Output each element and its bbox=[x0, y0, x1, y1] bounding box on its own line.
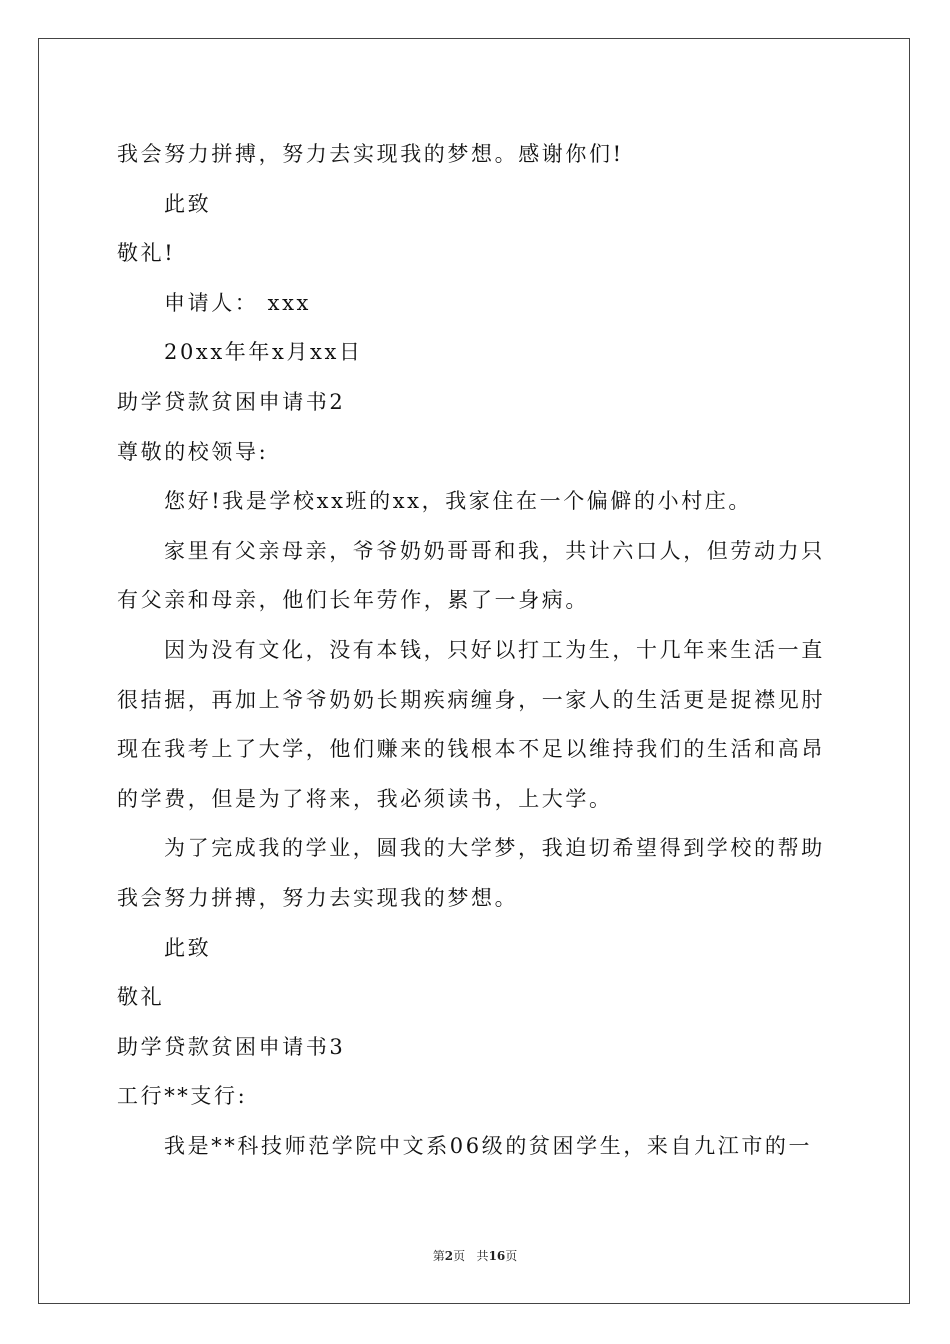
text-line: 此致 bbox=[164, 935, 212, 960]
footer-total-prefix: 共 bbox=[476, 1249, 489, 1263]
text-line: 有父亲和母亲，他们长年劳作，累了一身病。 bbox=[117, 588, 589, 613]
text-line: 20xx年年x月xx日 bbox=[164, 340, 363, 365]
text-line: 此致 bbox=[164, 191, 212, 216]
footer-page-suffix: 页 bbox=[453, 1249, 466, 1263]
text-line: 我是**科技师范学院中文系06级的贫困学生，来自九江市的一 bbox=[164, 1133, 813, 1158]
text-line: 因为没有文化，没有本钱，只好以打工为生，十几年来生活一直 bbox=[164, 637, 825, 662]
text-line: 为了完成我的学业，圆我的大学梦，我迫切希望得到学校的帮助 bbox=[164, 836, 825, 861]
text-line: 尊敬的校领导: bbox=[117, 439, 269, 464]
footer-page-prefix: 第 bbox=[432, 1249, 445, 1263]
text-line: 工行**支行: bbox=[117, 1084, 248, 1109]
text-line: 助学贷款贫困申请书2 bbox=[117, 389, 346, 414]
footer-total-suffix: 页 bbox=[505, 1249, 518, 1263]
footer-total-pages: 16 bbox=[488, 1249, 506, 1263]
text-line: 我会努力拼搏，努力去实现我的梦想。 bbox=[117, 885, 519, 910]
footer-page-number: 2 bbox=[444, 1249, 454, 1263]
text-line: 我会努力拼搏，努力去实现我的梦想。感谢你们! bbox=[117, 142, 624, 166]
text-line: 申请人： xxx bbox=[164, 290, 312, 315]
text-line: 的学费，但是为了将来，我必须读书，上大学。 bbox=[117, 786, 613, 811]
document-body bbox=[117, 130, 837, 1171]
page-footer bbox=[0, 1247, 950, 1264]
text-line: 家里有父亲母亲，爷爷奶奶哥哥和我，共计六口人，但劳动力只 bbox=[164, 538, 825, 563]
text-line: 现在我考上了大学，他们赚来的钱根本不足以维持我们的生活和高昂 bbox=[117, 737, 825, 762]
text-line: 敬礼! bbox=[117, 241, 176, 266]
text-line: 敬礼 bbox=[117, 985, 165, 1010]
text-line: 很拮据，再加上爷爷奶奶长期疾病缠身，一家人的生活更是捉襟见肘 bbox=[117, 687, 825, 712]
text-line: 助学贷款贫困申请书3 bbox=[117, 1034, 346, 1059]
text-line: 您好!我是学校xx班的xx，我家住在一个偏僻的小村庄。 bbox=[164, 489, 753, 514]
